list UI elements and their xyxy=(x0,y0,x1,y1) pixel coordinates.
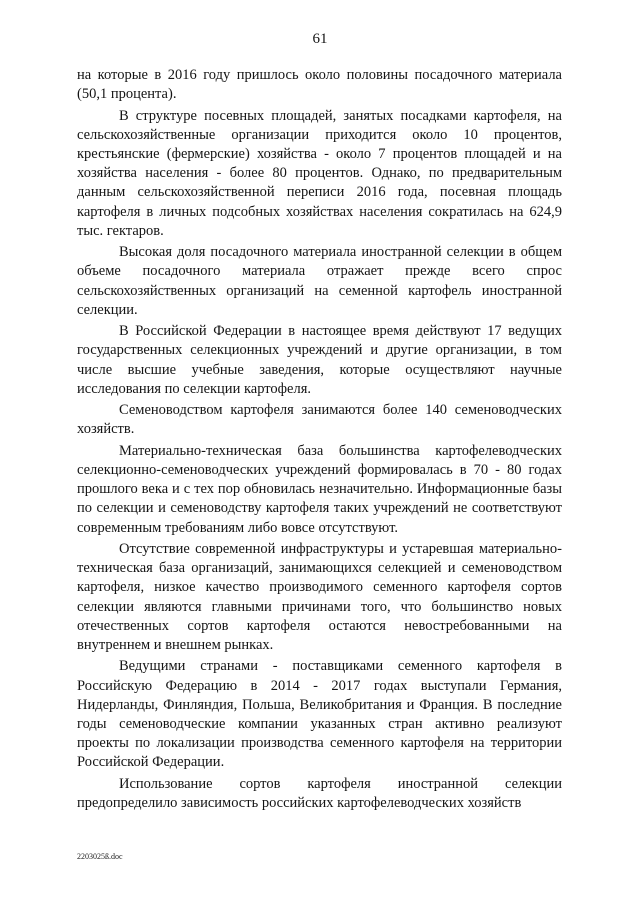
footer-document-code: 2203025ß.doc xyxy=(77,852,123,861)
paragraph-supplier-countries: Ведущими странами - поставщиками семенного картофеля в Российскую Федерацию в 2014 - 2017 годах выступали Германия, Нидерланды, Финляндия, Польша, Великобритания и Франция. В последние годы семеноводческие компании указанных стран активно реализуют проекты по локализации производства семенного картофеля на территории Российской Федерации. xyxy=(77,658,562,771)
page-number: 61 xyxy=(312,31,328,47)
paragraph-dependence: Использование сортов картофеля иностранной селекции предопределило зависимость российских картофелеводческих хозяйств xyxy=(77,775,562,812)
paragraph-material-base: Материально-техническая база большинства картофелеводческих селекционно-семеноводческих учреждений формировалась в 70 - 80 годах прошлого века и с тех пор обновилась незначительно. Информационные базы по селекции и семеноводству картофеля таких учреждений не соответствуют современным требованиям либо вовсе отсутствуют. xyxy=(77,442,562,536)
paragraph-continuation: на которые в 2016 году пришлось около половины посадочного материала (50,1 процента). xyxy=(77,67,562,103)
paragraph-breeding-institutions: В Российской Федерации в настоящее время действуют 17 ведущих государственных селекционных учреждений и другие организации, в том числе высшие учебные заведения, которые осуществляют научные исследования по селекции картофеля. xyxy=(77,323,562,397)
paragraph-infrastructure: Отсутствие современной инфраструктуры и устаревшая материально-техническая база организаций, занимающихся селекцией и семеноводством картофеля, низкое качество производимого семенного картофеля сортов селекции являются главными причинами того, что большинство новых отечественных сортов картофеля остаются невостребованными на внутреннем и внешнем рынках. xyxy=(77,541,562,654)
document-body xyxy=(77,66,562,815)
paragraph-sowing-structure: В структуре посевных площадей, занятых посадками картофеля, на сельскохозяйственные организации приходится около 10 процентов, крестьянские (фермерские) хозяйства - около 7 процентов площадей и на хозяйства населения - более 80 процентов. Однако, по предварительным данным сельскохозяйственной переписи 2016 года, посевная площадь картофеля в личных подсобных хозяйствах населения сократилась на 624,9 тыс. гектаров. xyxy=(77,107,562,239)
paragraph-seed-farms: Семеноводством картофеля занимаются более 140 семеноводческих хозяйств. xyxy=(77,402,562,438)
paragraph-foreign-share: Высокая доля посадочного материала иностранной селекции в общем объеме посадочного материала отражает прежде всего спрос сельскохозяйственных организаций на семенной картофель иностранной селекции. xyxy=(77,244,562,318)
